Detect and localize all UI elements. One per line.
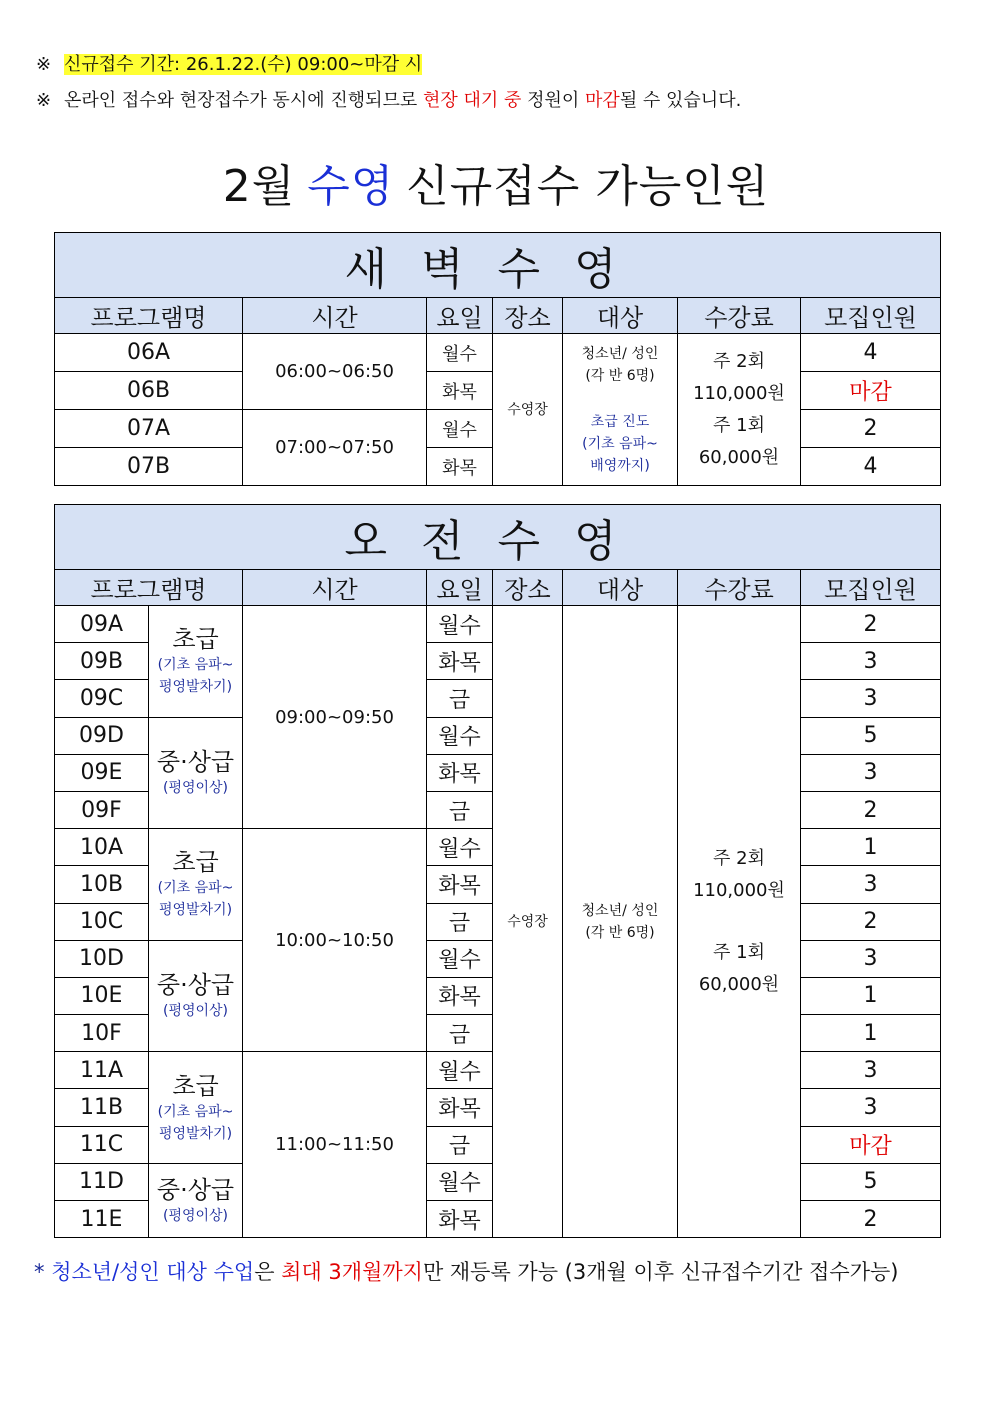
header-program: 프로그램명	[55, 298, 243, 334]
header-fee: 수강료	[678, 298, 801, 334]
notice-red-text: 마감	[585, 90, 620, 111]
program-code: 10D	[55, 940, 149, 977]
header-day: 요일	[427, 298, 493, 334]
registration-period-text: 신규접수 기간: 26.1.22.(수) 09:00~마감 시	[64, 54, 423, 75]
class-day: 금	[427, 1126, 493, 1163]
class-day: 월수	[427, 940, 493, 977]
fee-line: 주 1회	[713, 941, 765, 963]
footer-text: 만 재등록 가능 (3개월 이후 신규접수기간 접수가능)	[422, 1260, 899, 1284]
level-label: 중·상급	[156, 747, 235, 776]
program-code: 11D	[55, 1163, 149, 1200]
class-day: 월수	[427, 1052, 493, 1089]
footer-blue-text: 청소년/성인 대상 수업	[51, 1260, 255, 1284]
notice-red-text: 현장 대기 중	[423, 90, 522, 111]
level-sub: (평영이상)	[162, 1002, 229, 1019]
level-label: 초급	[172, 1071, 219, 1100]
class-level	[149, 606, 243, 718]
class-day: 화목	[427, 866, 493, 903]
class-day: 월수	[427, 410, 493, 448]
available-seats: 3	[801, 866, 941, 903]
program-code: 10C	[55, 903, 149, 940]
available-seats: 3	[801, 1089, 941, 1126]
fee-line: 주 2회	[713, 350, 765, 372]
program-code: 11C	[55, 1126, 149, 1163]
available-seats: 5	[801, 1163, 941, 1200]
class-level	[149, 1052, 243, 1164]
notice-registration-period	[36, 50, 422, 76]
class-day: 화목	[427, 1089, 493, 1126]
class-day: 화목	[427, 754, 493, 791]
notice-text: 될 수 있습니다.	[619, 90, 742, 111]
fee-line: 주 2회	[713, 847, 765, 869]
footer-mark: *	[34, 1260, 45, 1284]
target-line: 청소년/ 성인	[581, 902, 659, 919]
program-code: 09A	[55, 606, 149, 643]
program-code: 06A	[55, 334, 243, 372]
header-program: 프로그램명	[55, 570, 243, 606]
class-level	[149, 829, 243, 941]
program-code: 09C	[55, 680, 149, 717]
header-target: 대상	[563, 298, 678, 334]
available-seats: 1	[801, 829, 941, 866]
class-level	[149, 1163, 243, 1237]
available-seats: 3	[801, 680, 941, 717]
notice-text: 정원이	[527, 90, 580, 111]
level-sub: 평영발차기)	[158, 1125, 233, 1142]
target-progress-line: (기초 음파~	[582, 435, 658, 452]
morning-swim-table	[54, 504, 941, 1238]
class-day: 화목	[427, 977, 493, 1014]
page-title	[0, 150, 992, 214]
class-fee	[678, 334, 801, 486]
program-code: 09F	[55, 791, 149, 828]
available-seats: 2	[801, 791, 941, 828]
fee-line: 60,000원	[698, 446, 780, 468]
target-line: 청소년/ 성인	[581, 345, 659, 362]
available-seats: 4	[801, 448, 941, 486]
table-row	[55, 606, 941, 643]
class-target	[563, 606, 678, 1238]
target-progress-line: 초급 진도	[590, 413, 650, 430]
fee-line: 110,000원	[693, 879, 785, 901]
class-time: 06:00~06:50	[243, 334, 427, 410]
level-sub: (평영이상)	[162, 779, 229, 796]
available-seats: 5	[801, 717, 941, 754]
title-swimming: 수영	[307, 161, 395, 212]
fee-spacer	[678, 907, 800, 937]
header-time: 시간	[243, 570, 427, 606]
class-time: 09:00~09:50	[243, 606, 427, 829]
level-sub: (평영이상)	[162, 1207, 229, 1224]
class-day: 금	[427, 903, 493, 940]
available-seats: 3	[801, 643, 941, 680]
level-sub: (기초 음파~	[157, 880, 234, 897]
class-day: 화목	[427, 1201, 493, 1238]
level-sub: 평영발차기)	[158, 902, 233, 919]
program-code: 09E	[55, 754, 149, 791]
program-code: 11E	[55, 1201, 149, 1238]
program-code: 09B	[55, 643, 149, 680]
notice-mark: ※	[36, 54, 52, 75]
program-code: 10E	[55, 977, 149, 1014]
class-day: 화목	[427, 372, 493, 410]
program-code: 11B	[55, 1089, 149, 1126]
available-seats: 1	[801, 1015, 941, 1052]
fee-line: 110,000원	[693, 382, 785, 404]
target-line: (각 반 6명)	[585, 367, 655, 384]
class-fee	[678, 606, 801, 1238]
available-seats: 마감	[801, 1126, 941, 1163]
class-day: 금	[427, 1015, 493, 1052]
class-day: 금	[427, 680, 493, 717]
title-month: 2월	[222, 161, 296, 212]
available-seats: 2	[801, 410, 941, 448]
available-seats: 3	[801, 940, 941, 977]
section-title-morning: 오전수영	[55, 505, 941, 570]
section-title-dawn: 새벽수영	[55, 233, 941, 298]
header-target: 대상	[563, 570, 678, 606]
program-code: 06B	[55, 372, 243, 410]
class-time: 10:00~10:50	[243, 829, 427, 1052]
available-seats: 2	[801, 903, 941, 940]
level-sub: (기초 음파~	[157, 657, 234, 674]
table-row	[55, 334, 941, 372]
program-code: 10B	[55, 866, 149, 903]
target-progress-line: 배영까지)	[590, 457, 650, 474]
class-day: 금	[427, 791, 493, 828]
class-place: 수영장	[493, 606, 563, 1238]
class-time: 11:00~11:50	[243, 1052, 427, 1238]
header-fee: 수강료	[678, 570, 801, 606]
level-label: 중·상급	[156, 970, 235, 999]
class-day: 월수	[427, 829, 493, 866]
class-day: 월수	[427, 606, 493, 643]
program-code: 10A	[55, 829, 149, 866]
footer-text: 은	[254, 1260, 275, 1284]
class-place: 수영장	[493, 334, 563, 486]
program-code: 07A	[55, 410, 243, 448]
header-day: 요일	[427, 570, 493, 606]
class-level	[149, 717, 243, 829]
available-seats: 4	[801, 334, 941, 372]
class-day: 화목	[427, 448, 493, 486]
class-target	[563, 334, 678, 486]
class-time: 07:00~07:50	[243, 410, 427, 486]
notice-text: 온라인 접수와 현장접수가 동시에 진행되므로	[64, 90, 418, 111]
class-day: 화목	[427, 643, 493, 680]
available-seats: 3	[801, 754, 941, 791]
fee-line: 60,000원	[698, 973, 780, 995]
footer-note	[34, 1256, 898, 1286]
class-day: 월수	[427, 334, 493, 372]
notice-mark: ※	[36, 90, 52, 111]
notice-online-onsite	[36, 86, 741, 112]
program-code: 09D	[55, 717, 149, 754]
header-seats: 모집인원	[801, 570, 941, 606]
class-day: 월수	[427, 717, 493, 754]
program-code: 07B	[55, 448, 243, 486]
program-code: 11A	[55, 1052, 149, 1089]
dawn-swim-table	[54, 232, 941, 486]
header-place: 장소	[493, 570, 563, 606]
available-seats: 3	[801, 1052, 941, 1089]
level-label: 초급	[172, 625, 219, 654]
program-code: 10F	[55, 1015, 149, 1052]
available-seats: 2	[801, 606, 941, 643]
footer-red-text: 최대 3개월까지	[281, 1260, 423, 1284]
level-label: 초급	[172, 848, 219, 877]
header-time: 시간	[243, 298, 427, 334]
available-seats: 마감	[801, 372, 941, 410]
level-sub: 평영발차기)	[158, 679, 233, 696]
title-rest: 신규접수 가능인원	[406, 161, 770, 212]
header-place: 장소	[493, 298, 563, 334]
header-seats: 모집인원	[801, 298, 941, 334]
level-label: 중·상급	[156, 1175, 235, 1204]
fee-line: 주 1회	[713, 414, 765, 436]
class-day: 월수	[427, 1163, 493, 1200]
target-line: (각 반 6명)	[585, 924, 655, 941]
available-seats: 2	[801, 1201, 941, 1238]
class-level	[149, 940, 243, 1052]
level-sub: (기초 음파~	[157, 1103, 234, 1120]
available-seats: 1	[801, 977, 941, 1014]
